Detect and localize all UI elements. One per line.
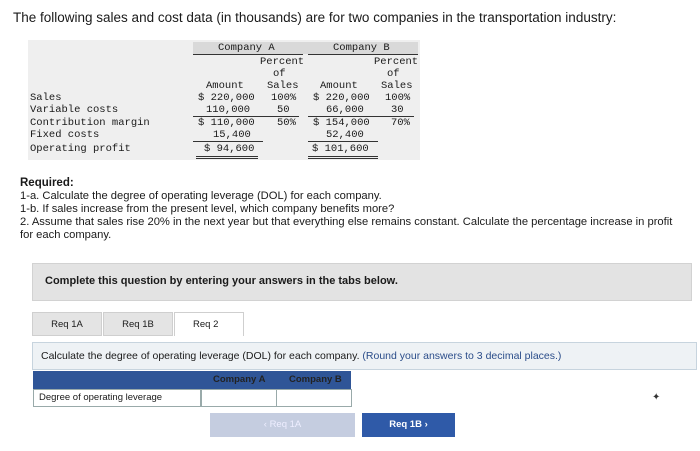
next-req-button[interactable] xyxy=(362,413,455,437)
b-contribution-pct: 70% xyxy=(391,117,410,129)
a-pct-head-3: Sales xyxy=(267,80,299,92)
intro-text: The following sales and cost data (in thousands) are for two companies in the transportation industry: xyxy=(13,10,617,25)
financial-table xyxy=(28,40,420,160)
a-operating-profit: $ 94,600 xyxy=(204,143,255,155)
company-a-header: Company A xyxy=(218,42,275,54)
prev-req-button[interactable] xyxy=(210,413,355,437)
tab-req-1a[interactable]: Req 1A xyxy=(32,312,102,336)
b-sales: $ 220,000 xyxy=(313,92,370,104)
grid-col-company-a: Company A xyxy=(213,374,266,385)
tab-req-2[interactable]: Req 2 xyxy=(174,312,244,336)
a-pct-head-2: of xyxy=(273,68,286,80)
complete-prompt: Complete this question by entering your answers in the tabs below. xyxy=(45,275,398,287)
row-label-fixed: Fixed costs xyxy=(30,129,100,141)
dol-company-b-input[interactable] xyxy=(276,389,352,407)
next-req-label: Req 1B xyxy=(389,419,422,430)
b-fixed: 52,400 xyxy=(326,129,364,141)
b-pct-head-1: Percent xyxy=(374,56,419,68)
a-sales-pct: 100% xyxy=(271,92,297,104)
b-variable: 66,000 xyxy=(326,104,364,116)
a-amount-head: Amount xyxy=(206,80,244,92)
company-b-header: Company B xyxy=(333,42,390,54)
a-pct-head-1: Percent xyxy=(260,56,305,68)
instruction-bar xyxy=(32,342,697,370)
a-fixed: 15,400 xyxy=(213,129,251,141)
grid-header-blank xyxy=(33,371,203,389)
required-line-2-cont: for each company. xyxy=(20,229,112,241)
a-contribution: $ 110,000 xyxy=(198,117,255,129)
a-contribution-pct: 50% xyxy=(277,117,296,129)
a-variable-pct: 50 xyxy=(277,104,290,116)
b-amount-head: Amount xyxy=(320,80,358,92)
b-variable-pct: 30 xyxy=(391,104,404,116)
instruction-main: Calculate the degree of operating leverage (DOL) for each company. xyxy=(41,350,360,362)
tab-req-1b[interactable]: Req 1B xyxy=(103,312,173,336)
required-title: Required: xyxy=(20,177,74,189)
grid-col-company-b: Company B xyxy=(289,374,342,385)
row-label-variable: Variable costs xyxy=(30,104,119,116)
complete-prompt-box xyxy=(32,263,692,301)
a-sales: $ 220,000 xyxy=(198,92,255,104)
required-line-1a: 1-a. Calculate the degree of operating leverage (DOL) for each company. xyxy=(20,190,382,202)
prev-req-label: Req 1A xyxy=(269,419,302,430)
instruction-hint: (Round your answers to 3 decimal places.) xyxy=(362,350,562,362)
row-label-sales: Sales xyxy=(30,92,62,104)
a-variable: 110,000 xyxy=(206,104,251,116)
b-pct-head-2: of xyxy=(387,68,400,80)
dol-company-a-input[interactable] xyxy=(201,389,277,407)
b-operating-profit: $ 101,600 xyxy=(312,143,369,155)
chevron-right-icon: › xyxy=(424,419,428,430)
required-line-2: 2. Assume that sales rise 20% in the next year but that everything else remains constant. Calculate the percentage increase in profit xyxy=(20,216,673,228)
chevron-left-icon: ‹ xyxy=(263,419,267,430)
row-label-contribution: Contribution margin xyxy=(30,117,150,129)
cursor-icon: ✦ xyxy=(652,392,661,403)
grid-row-label: Degree of operating leverage xyxy=(33,389,201,407)
required-line-1b: 1-b. If sales increase from the present level, which company benefits more? xyxy=(20,203,395,215)
b-contribution: $ 154,000 xyxy=(313,117,370,129)
row-label-operating-profit: Operating profit xyxy=(30,143,131,155)
b-pct-head-3: Sales xyxy=(381,80,413,92)
instruction-text xyxy=(41,350,561,362)
b-sales-pct: 100% xyxy=(385,92,411,104)
